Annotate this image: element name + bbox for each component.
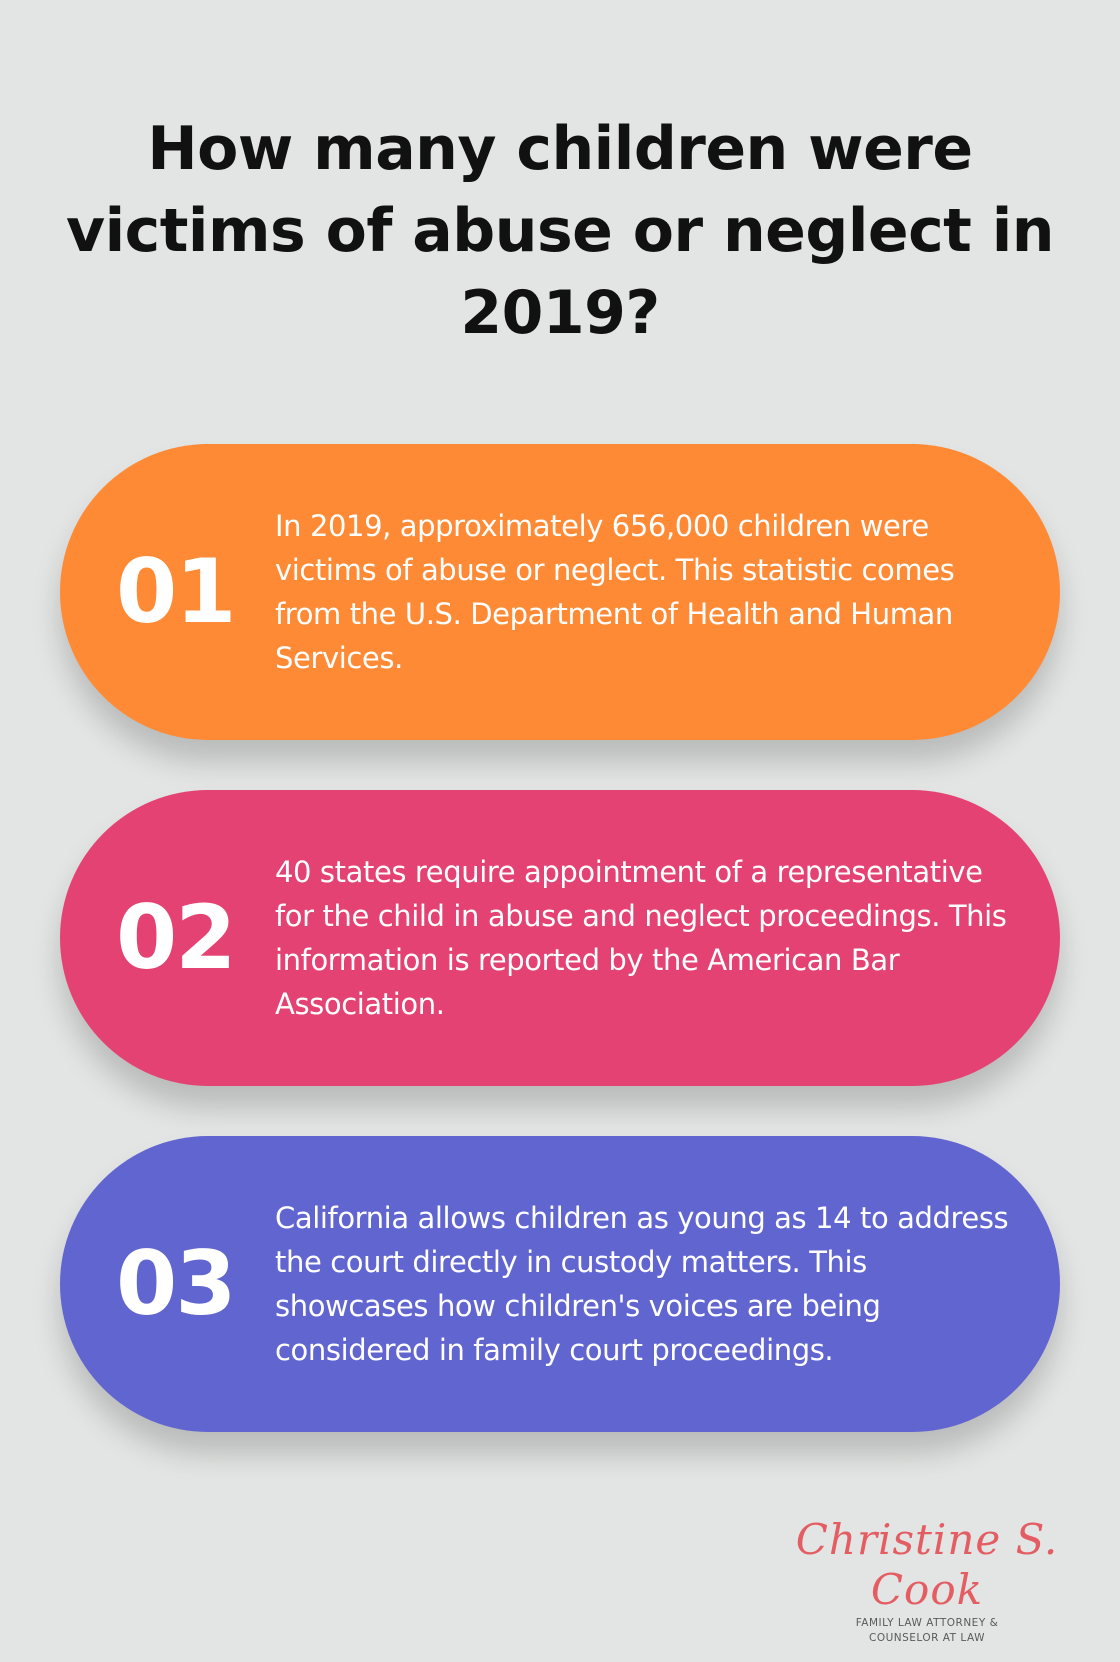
stat-card-1: [60, 444, 1060, 740]
brand-logo: [782, 1515, 1072, 1645]
stat-card-text: In 2019, approximately 656,000 children were victims of abuse or neglect. This statistic comes from the U.S. Department of Health and Human Services.: [275, 509, 955, 675]
page-title: How many children were victims of abuse or neglect in 2019?: [65, 114, 1054, 348]
brand-logo-name: Christine S. Cook: [795, 1515, 1059, 1614]
stat-card-3: [60, 1136, 1060, 1432]
stat-card-number: 01: [116, 540, 235, 643]
stat-card-number: 02: [116, 886, 235, 989]
stat-card-text: California allows children as young as 14 to address the court directly in custody matters. This showcases how children's voices are being considered in family court proceedings.: [275, 1201, 1009, 1367]
brand-logo-subtitle-line1: FAMILY LAW ATTORNEY &: [855, 1617, 999, 1629]
stat-card-2: [60, 790, 1060, 1086]
stat-card-text: 40 states require appointment of a representative for the child in abuse and neglect proceedings. This information is reported by the American Bar Association.: [275, 855, 1007, 1021]
stat-card-number: 03: [116, 1232, 235, 1335]
brand-logo-subtitle-line2: COUNSELOR AT LAW: [868, 1632, 985, 1644]
